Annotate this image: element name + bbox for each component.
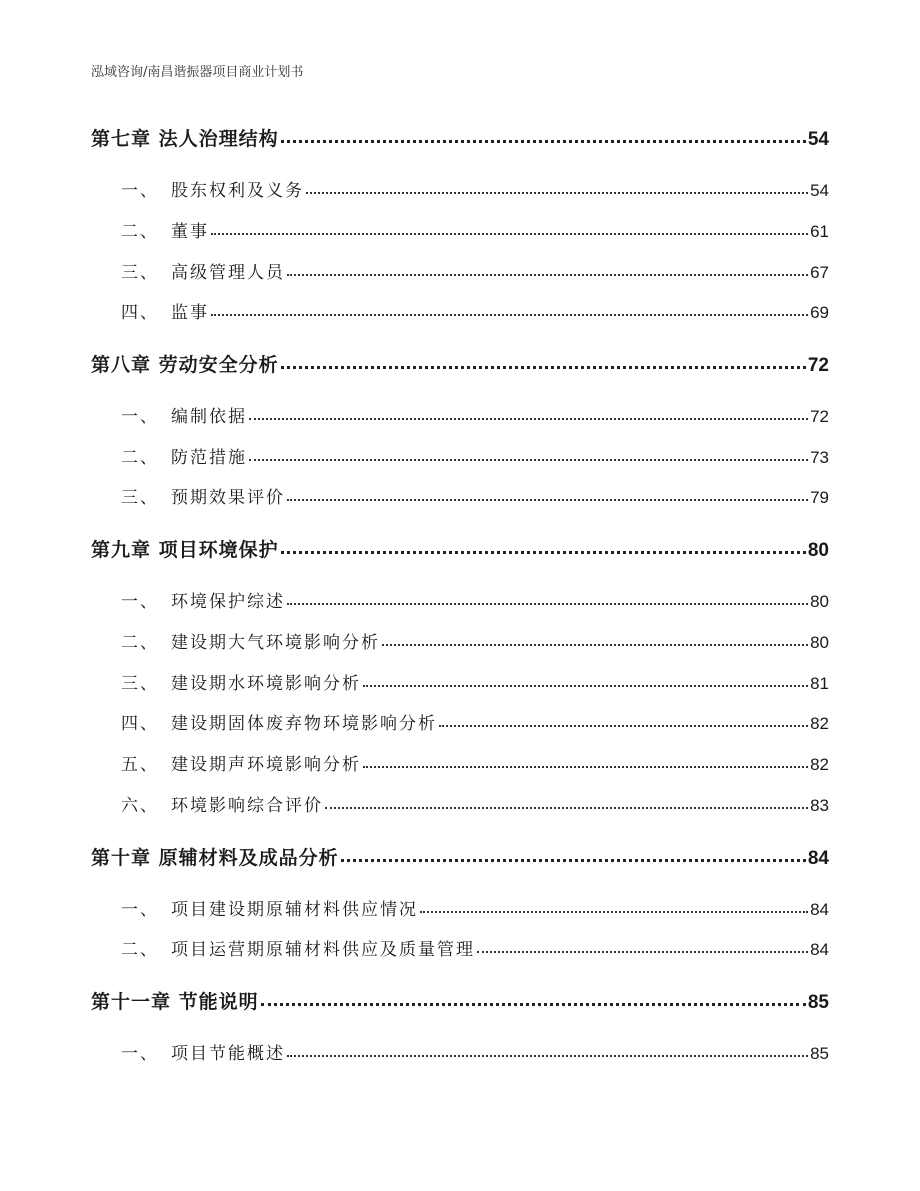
toc-section-entry[interactable] (91, 258, 829, 282)
toc-dot-leader (477, 951, 808, 953)
toc-page-number: 84 (810, 900, 829, 919)
toc-entry-title: 建设期大气环境影响分析 (171, 633, 380, 653)
toc-chapter-entry[interactable] (91, 350, 829, 376)
toc-section-entry[interactable] (91, 750, 829, 774)
toc-section-entry[interactable] (91, 628, 829, 652)
toc-dot-leader (439, 725, 808, 727)
toc-chapter-title: 第九章 项目环境保护 (91, 539, 279, 561)
toc-entry-number: 二、 (121, 448, 159, 468)
toc-chapter-entry[interactable] (91, 843, 829, 869)
toc-entry-title: 项目节能概述 (171, 1044, 285, 1064)
toc-page-number: 54 (810, 181, 829, 200)
toc-page-number: 85 (810, 1044, 829, 1063)
toc-section-entry[interactable] (91, 791, 829, 815)
toc-dot-leader (363, 685, 808, 687)
toc-section-entry[interactable] (91, 176, 829, 200)
toc-page-number: 81 (810, 674, 829, 693)
toc-page-number: 80 (810, 633, 829, 652)
toc-dot-leader (341, 859, 806, 862)
toc-dot-leader (363, 766, 808, 768)
toc-entry-number: 六、 (121, 796, 159, 816)
toc-dot-leader (261, 1003, 806, 1006)
toc-entry-title: 建设期声环境影响分析 (171, 755, 361, 775)
toc-entry-number: 四、 (121, 714, 159, 734)
toc-page-number: 82 (810, 755, 829, 774)
toc-entry-number: 二、 (121, 940, 159, 960)
toc-page-number: 80 (810, 592, 829, 611)
toc-page-number: 83 (810, 796, 829, 815)
toc-page-number: 54 (807, 129, 829, 150)
toc-section-entry[interactable] (91, 709, 829, 733)
toc-page-number: 61 (810, 222, 829, 241)
toc-section-entry[interactable] (91, 669, 829, 693)
toc-page-number: 79 (810, 488, 829, 507)
toc-entry-number: 一、 (121, 1044, 159, 1064)
toc-page-number: 85 (807, 992, 829, 1013)
toc-page-number: 84 (810, 940, 829, 959)
toc-dot-leader (281, 551, 806, 554)
toc-page-number: 67 (810, 263, 829, 282)
toc-chapter-title: 第十一章 节能说明 (91, 991, 259, 1013)
toc-entry-number: 三、 (121, 674, 159, 694)
toc-page-number: 72 (810, 407, 829, 426)
toc-entry-title: 环境影响综合评价 (171, 796, 323, 816)
toc-dot-leader (306, 192, 808, 194)
toc-entry-number: 二、 (121, 633, 159, 653)
toc-entry-number: 三、 (121, 263, 159, 283)
toc-entry-number: 二、 (121, 222, 159, 242)
toc-chapter-entry[interactable] (91, 987, 829, 1013)
toc-entry-title: 项目建设期原辅材料供应情况 (171, 900, 418, 920)
toc-dot-leader (281, 140, 806, 143)
toc-section-entry[interactable] (91, 935, 829, 959)
toc-section-entry[interactable] (91, 1039, 829, 1063)
toc-entry-title: 防范措施 (171, 448, 247, 468)
toc-chapter-title: 第七章 法人治理结构 (91, 128, 279, 150)
toc-dot-leader (382, 644, 808, 646)
toc-entry-number: 一、 (121, 407, 159, 427)
toc-section-entry[interactable] (91, 483, 829, 507)
toc-chapter-title: 第八章 劳动安全分析 (91, 354, 279, 376)
toc-chapter-entry[interactable] (91, 535, 829, 561)
toc-section-entry[interactable] (91, 217, 829, 241)
toc-dot-leader (287, 499, 808, 501)
toc-entry-title: 环境保护综述 (171, 592, 285, 612)
toc-entry-title: 高级管理人员 (171, 263, 285, 283)
toc-entry-title: 编制依据 (171, 407, 247, 427)
toc-entry-title: 董事 (171, 222, 209, 242)
toc-entry-number: 三、 (121, 488, 159, 508)
toc-dot-leader (249, 418, 808, 420)
toc-entry-title: 预期效果评价 (171, 488, 285, 508)
toc-page-number: 72 (807, 355, 829, 376)
toc-entry-number: 一、 (121, 181, 159, 201)
toc-entry-title: 项目运营期原辅材料供应及质量管理 (171, 940, 475, 960)
toc-entry-title: 监事 (171, 303, 209, 323)
toc-dot-leader (287, 274, 808, 276)
toc-page-number: 73 (810, 448, 829, 467)
toc-section-entry[interactable] (91, 443, 829, 467)
toc-dot-leader (325, 807, 808, 809)
toc-chapter-entry[interactable] (91, 124, 829, 150)
toc-entry-number: 一、 (121, 592, 159, 612)
toc-dot-leader (420, 911, 808, 913)
running-header: 泓域咨询/南昌谐振器项目商业计划书 (91, 65, 304, 80)
toc-section-entry[interactable] (91, 298, 829, 322)
toc-page-number: 69 (810, 303, 829, 322)
toc-entry-title: 股东权利及义务 (171, 181, 304, 201)
toc-entry-title: 建设期固体废弃物环境影响分析 (171, 714, 437, 734)
toc-section-entry[interactable] (91, 402, 829, 426)
toc-entry-number: 一、 (121, 900, 159, 920)
toc-page-number: 84 (807, 848, 829, 869)
toc-entry-title: 建设期水环境影响分析 (171, 674, 361, 694)
toc-dot-leader (287, 1055, 808, 1057)
toc-entry-number: 五、 (121, 755, 159, 775)
toc-section-entry[interactable] (91, 587, 829, 611)
toc-page-number: 82 (810, 714, 829, 733)
toc-dot-leader (287, 603, 808, 605)
toc-dot-leader (211, 233, 808, 235)
toc-section-entry[interactable] (91, 895, 829, 919)
toc-page-number: 80 (807, 540, 829, 561)
toc-dot-leader (249, 459, 808, 461)
toc-chapter-title: 第十章 原辅材料及成品分析 (91, 847, 339, 869)
toc-entry-number: 四、 (121, 303, 159, 323)
toc-dot-leader (211, 314, 808, 316)
toc-dot-leader (281, 366, 806, 369)
